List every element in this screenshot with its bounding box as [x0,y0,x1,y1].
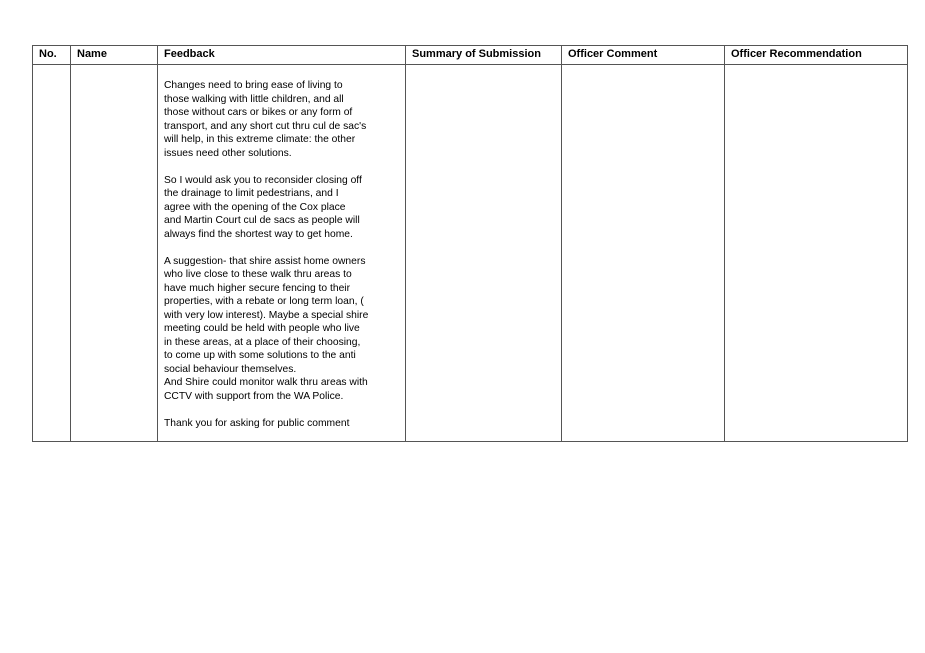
feedback-paragraph: So I would ask you to reconsider closing off the drainage to limit pedestrians, and I agree with the opening of the Cox place and Martin Court cul de sacs as people will always find the shortest way to get home. [164,174,362,240]
table-row [33,65,908,442]
header-name: Name [71,46,158,65]
feedback-paragraph: Thank you for asking for public comment [164,417,350,429]
header-no: No. [33,46,71,65]
cell-summary-of-submission [406,65,562,442]
feedback-paragraph: Changes need to bring ease of living to those walking with little children, and all those without cars or bikes or any form of transport, and any short cut thru cul de sac's will help, in this extreme climate: the other issues need other solutions. [164,80,367,159]
header-officer-recommendation: Officer Recommendation [725,46,908,65]
submissions-table [32,45,908,442]
table-header-row [33,46,908,65]
cell-no [33,65,71,442]
feedback-paragraph: A suggestion- that shire assist home owners who live close to these walk thru areas to have much higher secure fencing to their properties, with a rebate or long term loan, ( with very low interest). Maybe a special shire meeting could be held with people who live in these areas, at a place of their choosing, to come up with some solutions to the anti social behaviour themselves. And Shire could monitor walk thru areas with CCTV with support from the WA Police. [164,255,369,402]
cell-officer-comment [562,65,725,442]
header-feedback: Feedback [158,46,406,65]
cell-name [71,65,158,442]
header-summary-of-submission: Summary of Submission [406,46,562,65]
cell-officer-recommendation [725,65,908,442]
header-officer-comment: Officer Comment [562,46,725,65]
cell-feedback [158,65,406,442]
